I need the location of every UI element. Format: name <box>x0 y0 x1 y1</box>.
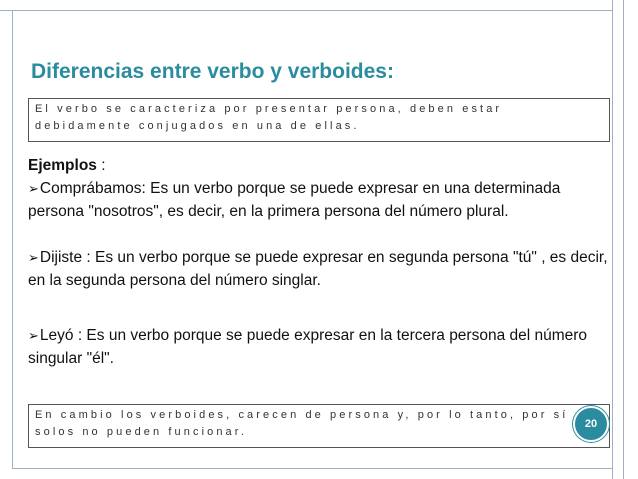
conclusion-box: En cambio los verboides, carecen de persona y, por lo tanto, por sí solos no pueden funcionar. <box>28 404 610 448</box>
slide-right-band <box>612 0 624 479</box>
example-text: Leyó : Es un verbo porque se puede expresar en la tercera persona del número singular "él". <box>28 327 588 367</box>
example-text: Dijiste : Es un verbo porque se puede expresar en segunda persona "tú" , es decir, en la segunda persona del número singlar. <box>28 249 608 289</box>
definition-box: El verbo se caracteriza por presentar persona, deben estar debidamente conjugados en una de ellas. <box>28 98 610 142</box>
examples-section <box>28 154 608 370</box>
example-item <box>28 246 608 292</box>
examples-label: Ejemplos <box>28 157 97 174</box>
example-item <box>28 324 608 370</box>
examples-colon: : <box>96 157 106 174</box>
arrow-bullet-icon: ➢ <box>28 181 39 196</box>
slide-title: Diferencias entre verbo y verboides: <box>31 60 394 83</box>
example-item <box>28 177 608 223</box>
example-text: Comprábamos: Es un verbo porque se puede expresar en una determinada persona "nosotros", es decir, en la primera persona del número plural. <box>28 180 561 220</box>
examples-heading <box>28 154 608 177</box>
arrow-bullet-icon: ➢ <box>28 250 39 265</box>
page-number-badge: 20 <box>573 406 609 442</box>
arrow-bullet-icon: ➢ <box>28 328 39 343</box>
